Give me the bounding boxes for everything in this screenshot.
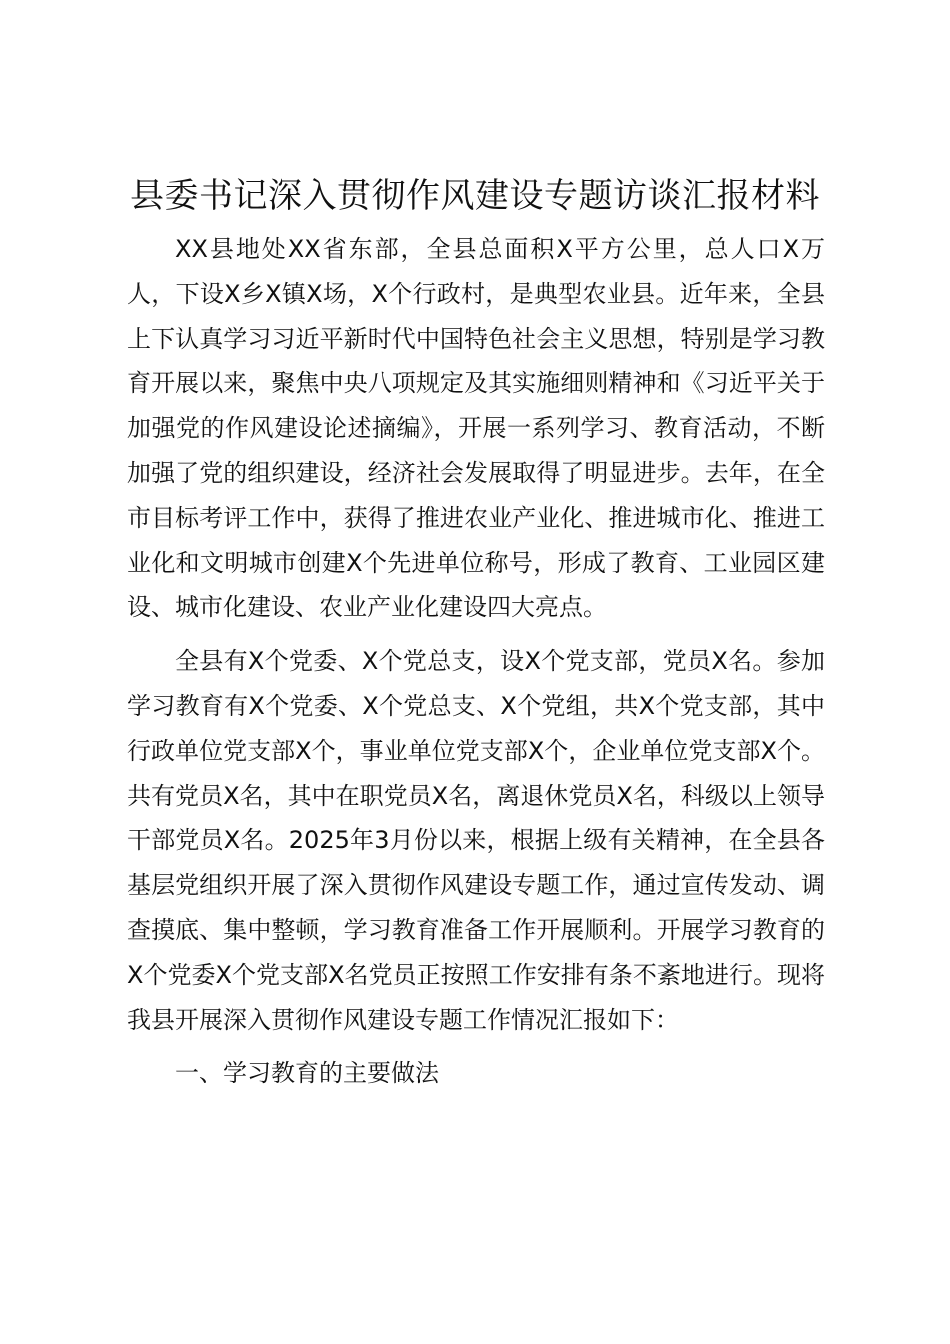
section-heading: 一、学习教育的主要做法 [175, 1059, 439, 1088]
paragraph-overview: XX县地处XX省东部，全县总面积X平方公里，总人口X万人，下设X乡X镇X场，X个行政村，是典型农业县。近年来，全县上下认真学习习近平新时代中国特色社会主义思想，特别是学习教育开展以来，聚焦中央八项规定及其实施细则精神和《习近平关于加强党的作风建设论述摘编》，开展一系列学习、教育活动，不断加强了党的组织建设，经济社会发展取得了明显进步。去年，在全市目标考评工作中，获得了推进农业产业化、推进城市化、推进工业化和文明城市创建X个先进单位称号，形成了教育、工业园区建设、城市化建设、农业产业化建设四大亮点。 [127, 235, 825, 622]
document-title: 县委书记深入贯彻作风建设专题访谈汇报材料 [130, 176, 820, 216]
document-body [127, 227, 825, 1096]
paragraph-party-organization: 全县有X个党委、X个党总支，设X个党支部，党员X名。参加学习教育有X个党委、X个党总支、X个党组，共X个党支部，其中行政单位党支部X个，事业单位党支部X个，企业单位党支部X个。共有党员X名，其中在职党员X名，离退休党员X名，科级以上领导干部党员X名。2025年3月份以来，根据上级有关精神，在全县各基层党组织开展了深入贯彻作风建设专题工作，通过宣传发动、调查摸底、集中整顿，学习教育准备工作开展顺利。开展学习教育的X个党委X个党支部X名党员正按照工作安排有条不紊地进行。现将我县开展深入贯彻作风建设专题工作情况汇报如下： [127, 647, 825, 1034]
